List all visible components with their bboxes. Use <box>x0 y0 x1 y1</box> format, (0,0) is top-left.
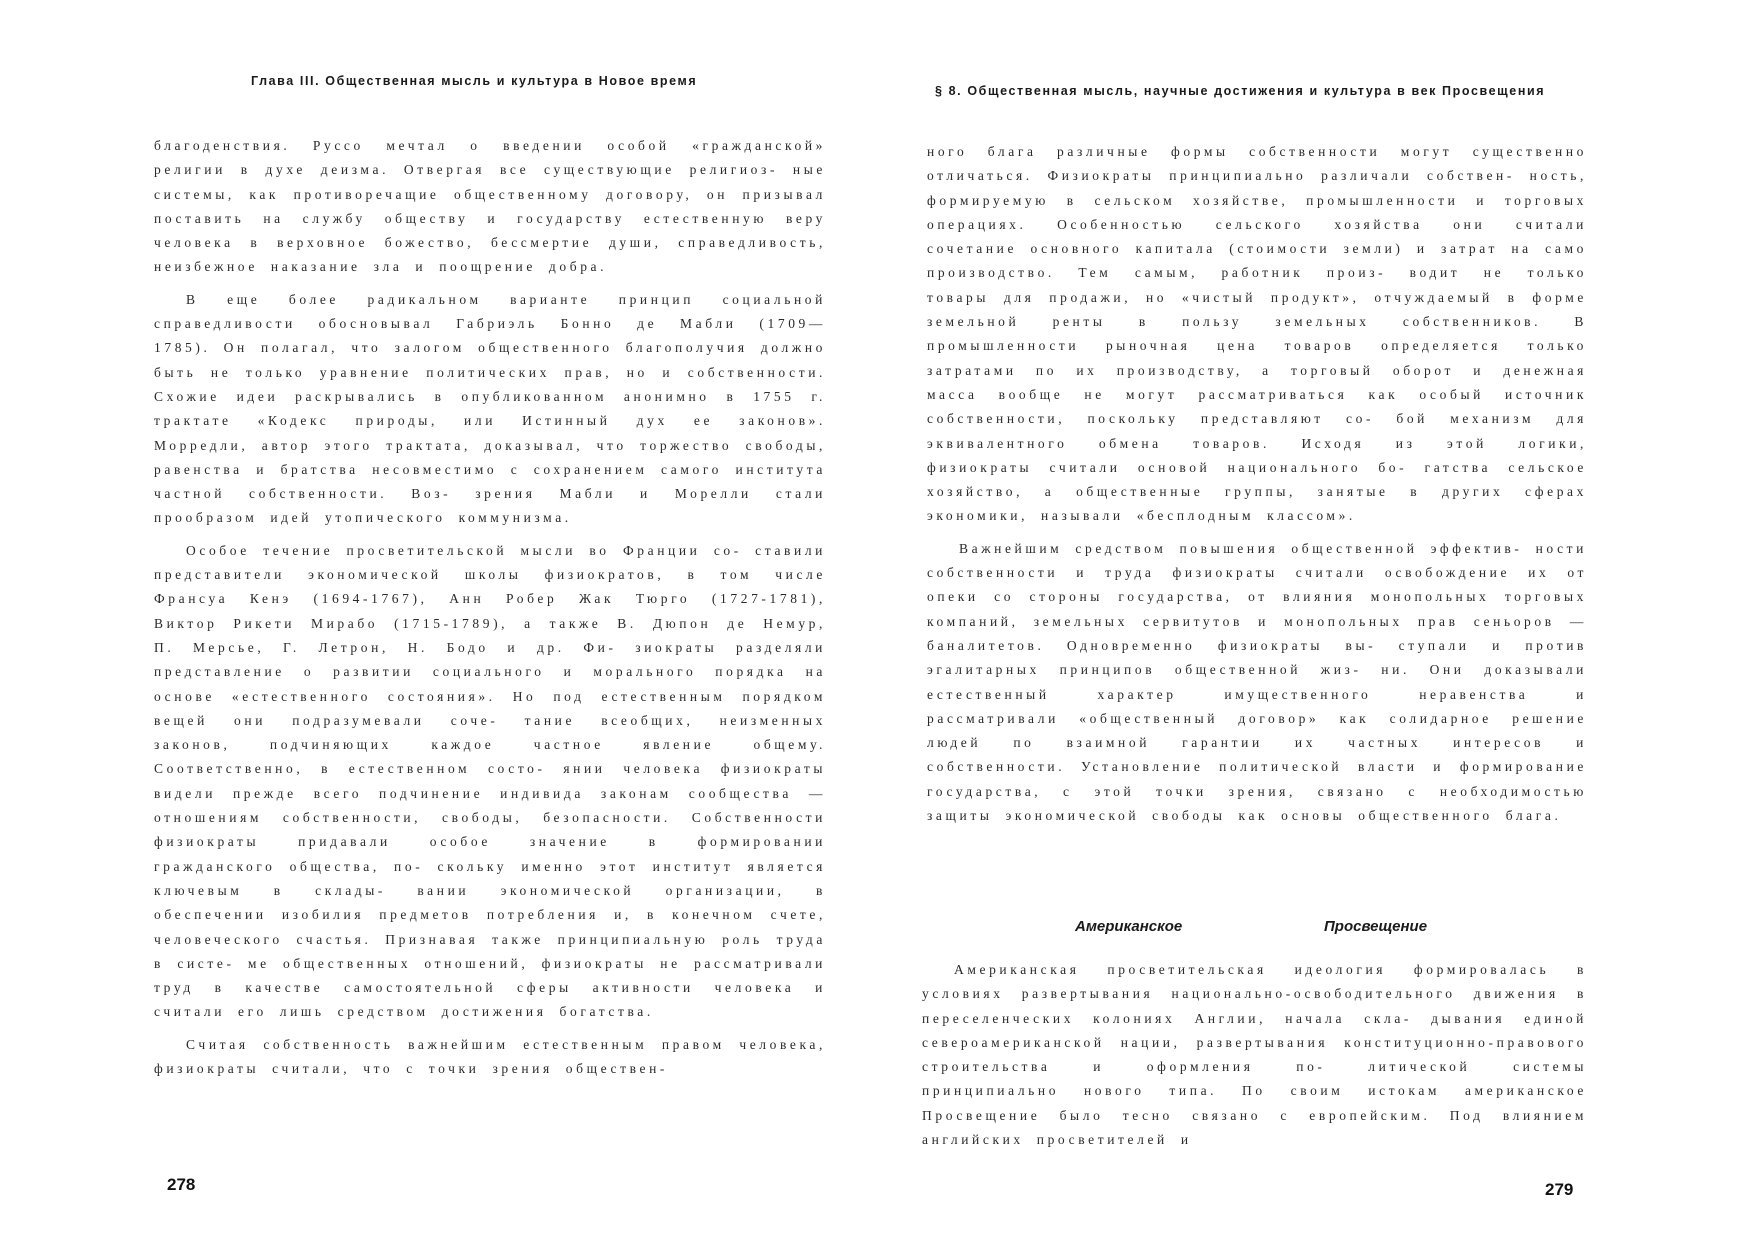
paragraph: Особое течение просветительской мысли во Франции со- ставили представители экономической школы физиократов, в том числе Франсуа Кенэ (1694-1767), Анн Робер Жак Тюрго (1727-1781), Виктор Рикети Мирабо (1715-1789), а также В. Дюпон де Немур, П. Мерсье, Г. Летрон, Н. Бодо и др. Фи- зиократы разделяли представление о развитии социального и морального порядка на основе «естественного состояния». Но под естественным порядком вещей они подразумевали соче- тание всеобщих, неизменных законов, подчиняющих каждое частное явление общему. Соответственно, в естественном состо- янии человека физиократы видели прежде всего подчинение индивида законам сообщества — отношениям собственности, свободы, безопасности. Собственности физиократы придавали особое значение в формировании гражданского общества, по- скольку именно этот институт является ключевым в склады- вании экономической организации, в обеспечении изобилия предметов потребления и, в конечном счете, человеческого счастья. Признавая также принципиальную роль труда в систе- ме общественных отношений, физиократы не рассматривали труд в качестве самостоятельной сферы активности человека и считали его лишь средством достижения богатства. <box>154 542 826 1020</box>
running-head-right: § 8. Общественная мысль, научные достижения и культура в век Просвещения <box>935 84 1546 98</box>
left-page-text <box>154 134 826 1089</box>
paragraph: Американская просветительская идеология формировалась в условиях развертывания национально-освободительного движения в переселенческих колониях Англии, начала скла- дывания единой североамериканской нации, развертывания конституционно-правового строительства и оформления по- литической системы принципиально нового типа. По своим истокам американское Просвещение было тесно связано с европейским. Под влиянием английских просветителей и <box>922 962 1587 1148</box>
paragraph: благоденствия. Руссо мечтал о введении особой «гражданской» религии в духе деизма. Отвергая все существующие религиоз- ные системы, как противоречащие общественному договору, он призывал поставить на службу обществу и государству естественную веру человека в верховное божество, бессмертие души, справедливость, неизбежное наказание зла и поощрение добра. <box>154 138 826 275</box>
section-heading-word: Американское <box>1075 918 1183 935</box>
paragraph: В еще более радикальном варианте принцип социальной справедливости обосновывал Габриэль Бонно де Мабли (1709— 1785). Он полагал, что залогом общественного благополучия должно быть не только уравнение политических прав, но и собственности. Схожие идеи раскрывались в опубликованном анонимно в 1755 г. трактате «Кодекс природы, или Истинный дух ее законов». Морредли, автор этого трактата, доказывал, что торжество свободы, равенства и братства несовместимо с сохранением самого института частной собственности. Воз- зрения Мабли и Морелли стали прообразом идей утопического коммунизма. <box>154 291 826 526</box>
paragraph: Считая собственность важнейшим естественным правом человека, физиократы считали, что с точки зрения обществен- <box>154 1036 826 1076</box>
right-page <box>877 0 1754 1239</box>
right-page-text <box>927 140 1587 836</box>
paragraph: Важнейшим средством повышения общественной эффектив- ности собственности и труда физиократы считали освобождение их от опеки со стороны государства, от влияния монопольных торговых компаний, земельных сервитутов и монопольных прав сеньоров — баналитетов. Одновременно физиократы вы- ступали и против эгалитарных принципов общественной жиз- ни. Они доказывали естественный характер имущественного неравенства и рассматривали «общественный договор» как солидарное решение людей по взаимной гарантии их частных интересов и собственности. Установление политической власти и формирование государства, с этой точки зрения, связано с необходимостью защиты экономической свободы как основы общественного блага. <box>927 540 1587 824</box>
running-head-left: Глава III. Общественная мысль и культура в Новое время <box>251 74 698 88</box>
page-number-left: 278 <box>167 1175 196 1194</box>
page-number-right: 279 <box>1545 1180 1574 1199</box>
right-page-section-text <box>922 958 1587 1160</box>
section-heading-word: Просвещение <box>1324 918 1428 935</box>
paragraph: ного блага различные формы собственности могут существенно отличаться. Физиократы принципиально различали собствен- ность, формируемую в сельском хозяйстве, промышленности и торговых операциях. Особенностью сельского хозяйства они считали сочетание основного капитала (стоимости земли) и затрат на само производство. Тем самым, работник произ- водит не только товары для продажи, но «чистый продукт», отчуждаемый в форме земельной ренты в пользу земельных собственников. В промышленности рыночная цена товаров определяется только затратами по их производству, а торговый оборот и денежная масса вообще не могут рассматриваться как особый источник собственности, поскольку представляют со- бой механизм для эквивалентного обмена товаров. Исходя из этой логики, физиократы считали основой национального бо- гатства сельское хозяйство, а общественные группы, занятые в других сферах экономики, называли «бесплодным классом». <box>927 144 1587 524</box>
